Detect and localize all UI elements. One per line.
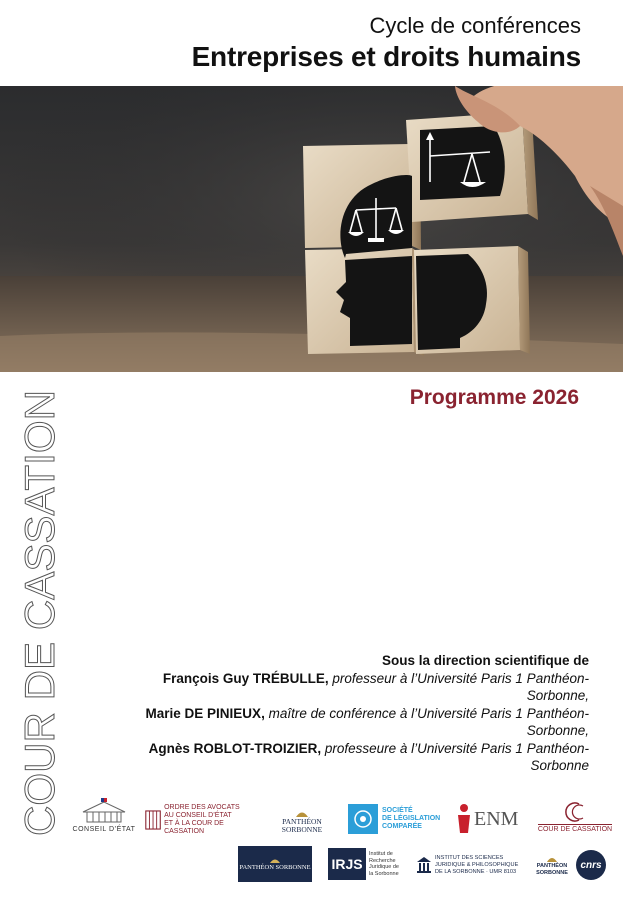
series-title: Cycle de conférences [369,13,581,38]
enm-logo [456,800,526,838]
slc-line-1: SOCIÉTÉ [382,807,413,814]
person-3: Agnès ROBLOT-TROIZIER, professeure à l’Université Paris 1 Panthéon-Sorbonne [148,740,589,773]
person-2: Marie DE PINIEUX, maître de conférence à l’Université Paris 1 Panthéon-Sorbonne, [145,705,589,738]
conseil-etat-logo [70,792,138,840]
isjps-line-3: DE LA SORBONNE · UMR 8103 [435,868,517,875]
header [192,12,581,74]
program-label: Programme 2026 [409,386,579,409]
slc-line-2: DE LÉGISLATION [382,815,441,822]
isjps-line-1: INSTITUT DES SCIENCES [435,854,504,861]
isjps-logo [416,852,528,878]
temple-icon [416,856,432,874]
scientific-direction [119,652,589,775]
irjs-cap-4: la Sorbonne [369,870,399,877]
irjs-cap-2: Recherche [369,857,396,864]
cour-cassation-logo [532,796,618,838]
ordre-line-2: AU CONSEIL D’ÉTAT [164,812,232,819]
isjps-line-2: JURIDIQUE & PHILOSOPHIQUE [435,861,519,868]
pantheon-sorbonne-logo-1 [262,808,342,834]
cour-cassation-text: COUR DE CASSATION [537,826,613,833]
slc-square-icon [348,804,378,834]
direction-heading: Sous la direction scientifique de [381,653,589,668]
cc-monogram-icon [563,800,587,824]
irjs-logo [328,846,412,882]
page-title: Entreprises et droits humains [191,41,581,72]
cover-photo [0,86,623,372]
vertical-text: COUR DE CASSATION [16,391,60,836]
person-1: François Guy TRÉBULLE, professeur à l’Université Paris 1 Panthéon-Sorbonne, [162,670,589,703]
dome-icon-2 [269,856,281,864]
societe-legislation-logo [348,802,448,836]
conseil-etat-text: CONSEIL D’ÉTAT [72,826,136,833]
cnrs-text: cnrs [580,859,602,871]
pantheon-3-text: PANTHÉON SORBONNE [536,863,568,876]
irjs-mark: IRJS [328,848,366,880]
partner-logos [0,786,623,896]
pantheon-1-text: PANTHÉON SORBONNE [281,817,323,834]
slc-line-3: COMPARÉE [382,823,422,830]
pantheon-sorbonne-logo-3 [532,848,572,882]
ordre-line-1: ORDRE DES AVOCATS [164,804,240,811]
dome-icon-3 [546,854,558,863]
irjs-cap-1: Institut de [369,851,393,857]
ordre-avocats-logo [144,804,256,836]
cnrs-logo [576,850,606,880]
pantheon-sorbonne-logo-2 [238,846,312,882]
irjs-cap-3: Juridique de [369,864,399,870]
enm-text: ENM [474,807,519,830]
vertical-cour-de-cassation [16,388,60,840]
pantheon-2-text: PANTHÉON SORBONNE [239,864,311,871]
building-icon [79,798,129,826]
ordre-line-3: ET À LA COUR DE CASSATION [164,820,224,835]
column-icon [144,806,162,834]
figure-icon [456,803,472,835]
